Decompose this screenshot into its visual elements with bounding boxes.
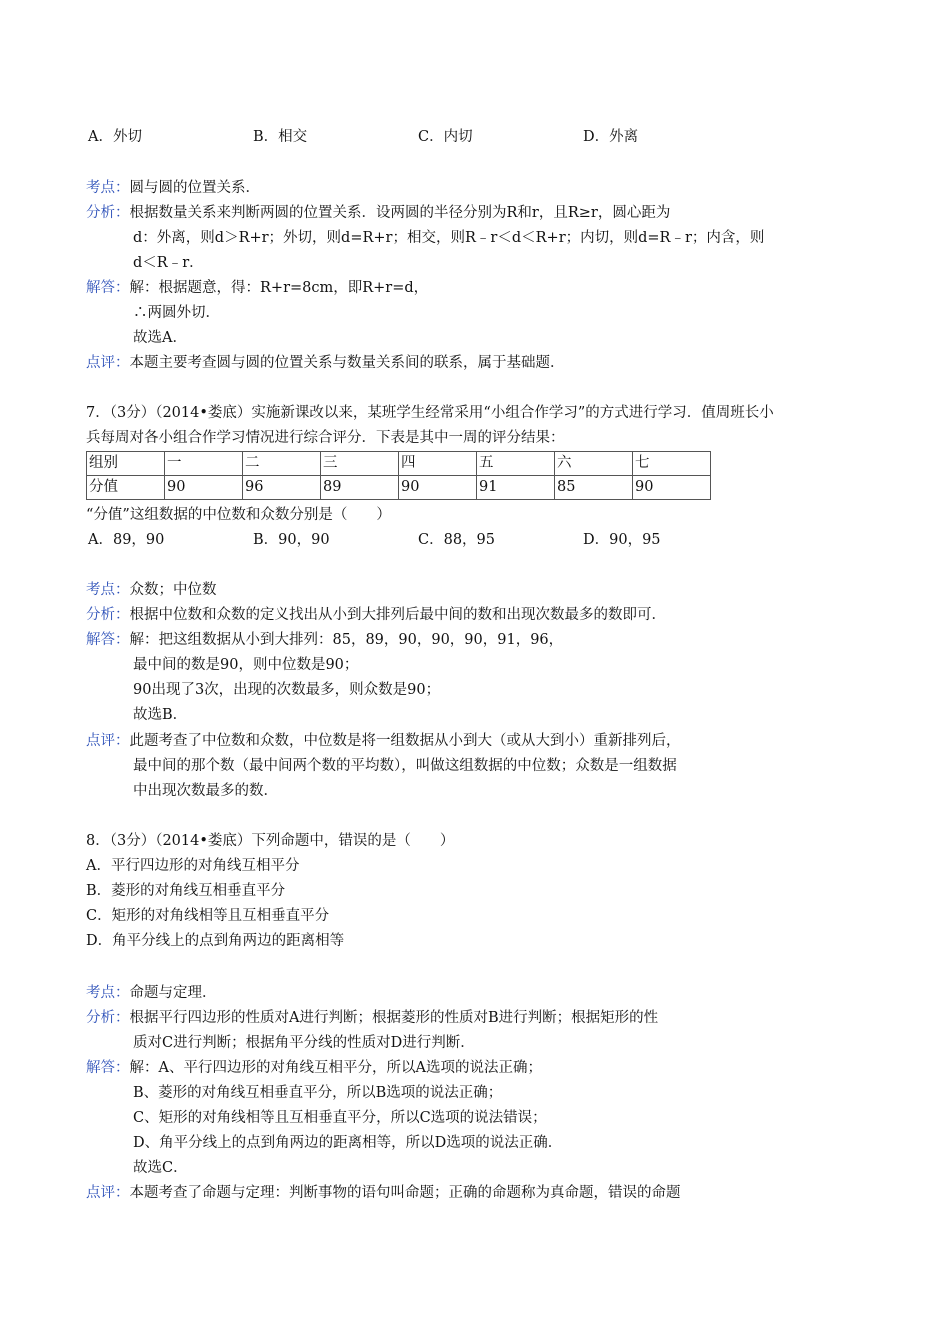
q7-score-table [86, 451, 711, 500]
q7-option-d: D．90，95 [583, 532, 661, 548]
dianping-text: 本题主要考查圆与圆的位置关系与数量关系间的联系，属于基础题． [129, 355, 565, 371]
table-cell: 85 [555, 476, 633, 500]
q8-jieda [86, 1058, 542, 1078]
q8-jieda-line: 故选C． [133, 1160, 188, 1176]
fenxi-text: 根据数量关系来判断两圆的位置关系．设两圆的半径分别为R和r，且R≥r，圆心距为 [129, 205, 671, 221]
q6-kaodian [86, 178, 260, 198]
kaodian-label: 考点： [86, 582, 130, 598]
q7-jieda-line: 故选B． [133, 707, 188, 723]
q7-dianping-line: 最中间的那个数（最中间两个数的平均数），叫做这组数据的中位数；众数是一组数据 [133, 758, 677, 774]
q6-option-b: B．相交 [253, 129, 308, 145]
fenxi-text: 根据平行四边形的性质对A进行判断；根据菱形的性质对B进行判断；根据矩形的性 [129, 1010, 659, 1026]
table-cell: 91 [477, 476, 555, 500]
q6-fenxi-line: d＜R﹣r． [133, 255, 204, 271]
q6-option-d: D．外离 [583, 129, 639, 145]
q6-fenxi [86, 203, 670, 223]
q7-option-c: C．88，95 [418, 532, 495, 548]
fenxi-label: 分析： [86, 1010, 130, 1026]
table-cell: 96 [243, 476, 321, 500]
q8-fenxi [86, 1008, 658, 1028]
q8-dianping [86, 1183, 681, 1203]
q7-dianping-line: 中出现次数最多的数． [133, 783, 278, 799]
table-cell: 90 [399, 476, 477, 500]
q8-jieda-line: B、菱形的对角线互相垂直平分，所以B选项的说法正确； [133, 1085, 503, 1101]
q7-options [88, 530, 788, 550]
q7-option-a: A．89，90 [88, 532, 165, 548]
table-cell: 三 [321, 452, 399, 476]
q7-jieda [86, 630, 563, 650]
table-row [87, 476, 711, 500]
table-cell: 90 [633, 476, 711, 500]
q8-stem: 8．（3分）（2014•娄底）下列命题中，错误的是（ ） [86, 833, 455, 849]
q7-option-b: B．90，90 [253, 532, 330, 548]
table-cell: 组别 [87, 452, 165, 476]
q8-jieda-line: C、矩形的对角线相等且互相垂直平分，所以C选项的说法错误； [133, 1110, 547, 1126]
q6-jieda-line: ∴两圆外切． [133, 305, 220, 321]
dianping-text: 此题考查了中位数和众数，中位数是将一组数据从小到大（或从大到小）重新排列后， [129, 733, 681, 749]
dianping-label: 点评： [86, 355, 130, 371]
q6-dianping [86, 353, 565, 373]
dianping-text: 本题考查了命题与定理：判断事物的语句叫命题；正确的命题称为真命题，错误的命题 [129, 1185, 681, 1201]
q7-jieda-line: 最中间的数是90，则中位数是90； [133, 657, 359, 673]
kaodian-label: 考点： [86, 985, 130, 1001]
dianping-label: 点评： [86, 733, 130, 749]
q7-jieda-line: 90出现了3次，出现的次数最多，则众数是90； [133, 682, 441, 698]
q8-jieda-line: D、角平分线上的点到角两边的距离相等，所以D选项的说法正确． [133, 1135, 563, 1151]
q6-jieda-line: 故选A． [133, 330, 187, 346]
table-cell: 四 [399, 452, 477, 476]
q7-stem-line: 兵每周对各小组合作学习情况进行综合评分．下表是其中一周的评分结果： [86, 430, 565, 446]
kaodian-text: 命题与定理． [129, 985, 217, 1001]
q6-options [88, 127, 788, 147]
table-cell: 一 [165, 452, 243, 476]
jieda-label: 解答： [86, 632, 130, 648]
q7-stem: 7．（3分）（2014•娄底）实施新课改以来，某班学生经常采用“小组合作学习”的方式进行学习．值周班长小 [86, 405, 774, 421]
table-cell: 89 [321, 476, 399, 500]
fenxi-text: 根据中位数和众数的定义找出从小到大排列后最中间的数和出现次数最多的数即可． [129, 607, 666, 623]
q8-fenxi-line: 质对C进行判断；根据角平分线的性质对D进行判断． [133, 1035, 475, 1051]
q7-kaodian [86, 580, 217, 600]
kaodian-text: 众数；中位数 [129, 582, 217, 598]
q7-dianping [86, 731, 681, 751]
q8-kaodian [86, 983, 217, 1003]
jieda-label: 解答： [86, 1060, 130, 1076]
q7-question: “分值”这组数据的中位数和众数分别是（ ） [86, 507, 391, 523]
table-cell: 五 [477, 452, 555, 476]
q7-fenxi [86, 605, 666, 625]
q8-option-c: C．矩形的对角线相等且互相垂直平分 [86, 908, 330, 924]
table-cell: 分值 [87, 476, 165, 500]
jieda-text: 解：把这组数据从小到大排列：85，89，90，90，90，91，96， [129, 632, 564, 648]
table-cell: 七 [633, 452, 711, 476]
table-header-row [87, 452, 711, 476]
q6-option-a: A．外切 [88, 129, 142, 145]
q8-option-d: D．角平分线上的点到角两边的距离相等 [86, 933, 345, 949]
jieda-text: 解：根据题意，得：R+r=8cm，即R+r=d， [129, 280, 429, 296]
fenxi-label: 分析： [86, 607, 130, 623]
kaodian-text: 圆与圆的位置关系． [129, 180, 260, 196]
table-cell: 90 [165, 476, 243, 500]
jieda-text: 解：A、平行四边形的对角线互相平分，所以A选项的说法正确； [129, 1060, 542, 1076]
dianping-label: 点评： [86, 1185, 130, 1201]
fenxi-label: 分析： [86, 205, 130, 221]
kaodian-label: 考点： [86, 180, 130, 196]
jieda-label: 解答： [86, 280, 130, 296]
q6-fenxi-line: d：外离，则d＞R+r；外切，则d=R+r；相交，则R﹣r＜d＜R+r；内切，则d=R﹣r；内含，则 [133, 230, 765, 246]
q6-option-c: C．内切 [418, 129, 473, 145]
q8-option-b: B．菱形的对角线互相垂直平分 [86, 883, 286, 899]
table-cell: 六 [555, 452, 633, 476]
table-cell: 二 [243, 452, 321, 476]
q8-option-a: A．平行四边形的对角线互相平分 [86, 858, 300, 874]
q6-jieda [86, 278, 428, 298]
